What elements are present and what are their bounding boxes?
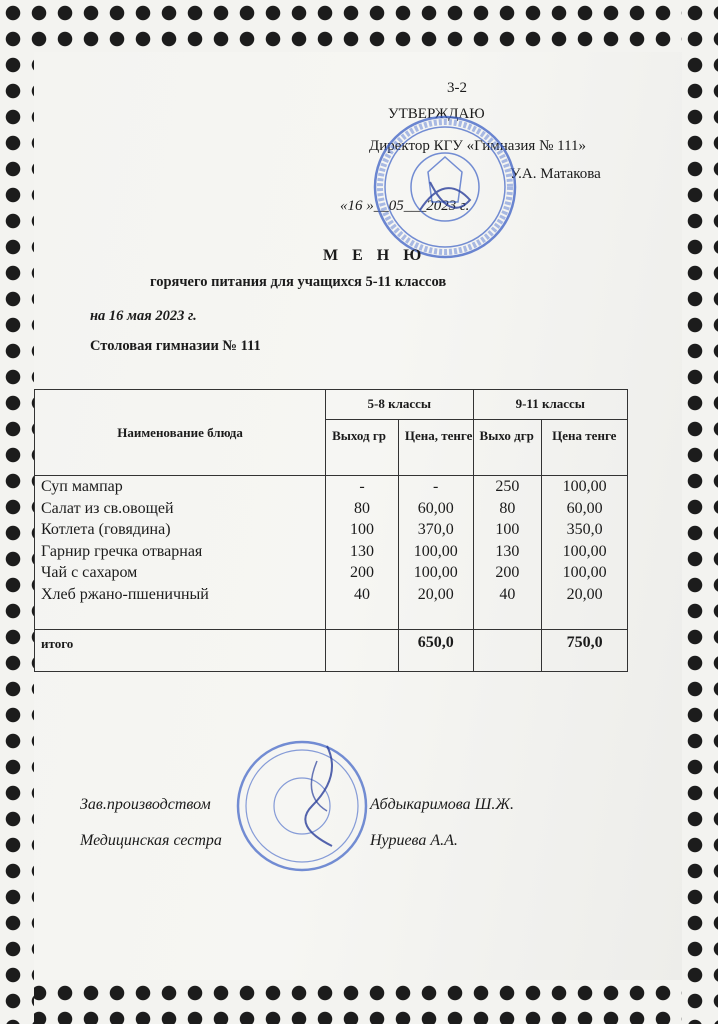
row-0-out-a: - <box>359 478 365 495</box>
manager-name: Абдыкаримова Ш.Ж. <box>370 796 514 813</box>
approve-heading: УТВЕРЖДАЮ <box>388 106 485 122</box>
header-price-b: Цена тенге <box>542 420 628 476</box>
row-3-price-b: 100,00 <box>562 542 607 560</box>
row-5-name: Хлеб ржано-пшеничный <box>41 585 209 603</box>
row-0-price-a: - <box>433 478 439 495</box>
official-seal-stamp <box>370 112 520 262</box>
nurse-name: Нуриева А.А. <box>370 832 458 849</box>
row-1-name: Салат из св.овощей <box>41 499 174 517</box>
header-price-a: Цена, тенге <box>398 420 473 476</box>
row-1-price-b: 60,00 <box>566 499 603 517</box>
output-b-column <box>473 476 542 630</box>
total-price-b: 750,0 <box>542 630 628 672</box>
menu-table <box>34 389 628 672</box>
menu-date: на 16 мая 2023 г. <box>90 308 197 324</box>
production-stamp <box>232 736 372 876</box>
row-3-name: Гарнир гречка отварная <box>41 542 203 560</box>
row-2-name: Котлета (говядина) <box>41 521 171 538</box>
row-5-out-b: 40 <box>499 585 516 603</box>
manager-role: Зав.производством <box>80 796 211 813</box>
row-0-out-b: 250 <box>495 478 520 495</box>
row-2-out-a: 100 <box>349 521 374 538</box>
row-2-out-b: 100 <box>495 521 520 538</box>
decorative-border-left <box>0 0 34 1024</box>
director-title: Директор КГУ «Гимназия № 111» <box>369 138 587 154</box>
document-title: М Е Н Ю <box>323 247 427 264</box>
document-subtitle: горячего питания для учащихся 5-11 классов <box>150 274 447 290</box>
dish-names-column <box>35 476 326 630</box>
total-empty-b <box>473 630 542 672</box>
row-2-price-b: 350,0 <box>566 521 603 538</box>
header-group-9-11: 9-11 классы <box>473 390 627 420</box>
row-0-name: Суп мампар <box>41 478 123 495</box>
row-3-price-a: 100,00 <box>413 542 458 560</box>
row-1-price-a: 60,00 <box>417 499 454 517</box>
total-empty-a <box>326 630 399 672</box>
decorative-border-top <box>0 0 718 52</box>
decorative-border-bottom <box>0 980 718 1024</box>
row-5-out-a: 40 <box>353 585 370 603</box>
row-0-price-b: 100,00 <box>562 478 607 495</box>
header-dish-name: Наименование блюда <box>35 390 326 476</box>
price-b-column <box>542 476 628 630</box>
price-a-column <box>398 476 473 630</box>
row-4-price-b: 100,00 <box>562 564 607 581</box>
row-4-name: Чай с сахаром <box>41 564 138 581</box>
header-output-a: Выход гр <box>326 420 399 476</box>
nurse-role: Медицинская сестра <box>80 832 222 849</box>
row-2-price-a: 370,0 <box>417 521 454 538</box>
row-4-out-b: 200 <box>495 564 520 581</box>
row-4-price-a: 100,00 <box>413 564 458 581</box>
director-name: У.А. Матакова <box>510 166 601 182</box>
row-1-out-a: 80 <box>353 499 370 517</box>
row-3-out-b: 130 <box>495 542 520 560</box>
output-a-column <box>326 476 399 630</box>
header-group-5-8: 5-8 классы <box>326 390 473 420</box>
row-3-out-a: 130 <box>349 542 374 560</box>
approve-date: «16 »__05___2023 г. <box>340 198 470 214</box>
row-5-price-b: 20,00 <box>566 585 603 603</box>
header-output-b: Выхо дгр <box>473 420 542 476</box>
page-number: 3-2 <box>447 80 467 96</box>
total-label: итого <box>35 630 326 672</box>
canteen-name: Столовая гимназии № 111 <box>90 338 261 354</box>
row-1-out-b: 80 <box>499 499 516 517</box>
decorative-border-right <box>682 0 718 1024</box>
row-4-out-a: 200 <box>349 564 374 581</box>
row-5-price-a: 20,00 <box>417 585 454 603</box>
total-price-a: 650,0 <box>398 630 473 672</box>
